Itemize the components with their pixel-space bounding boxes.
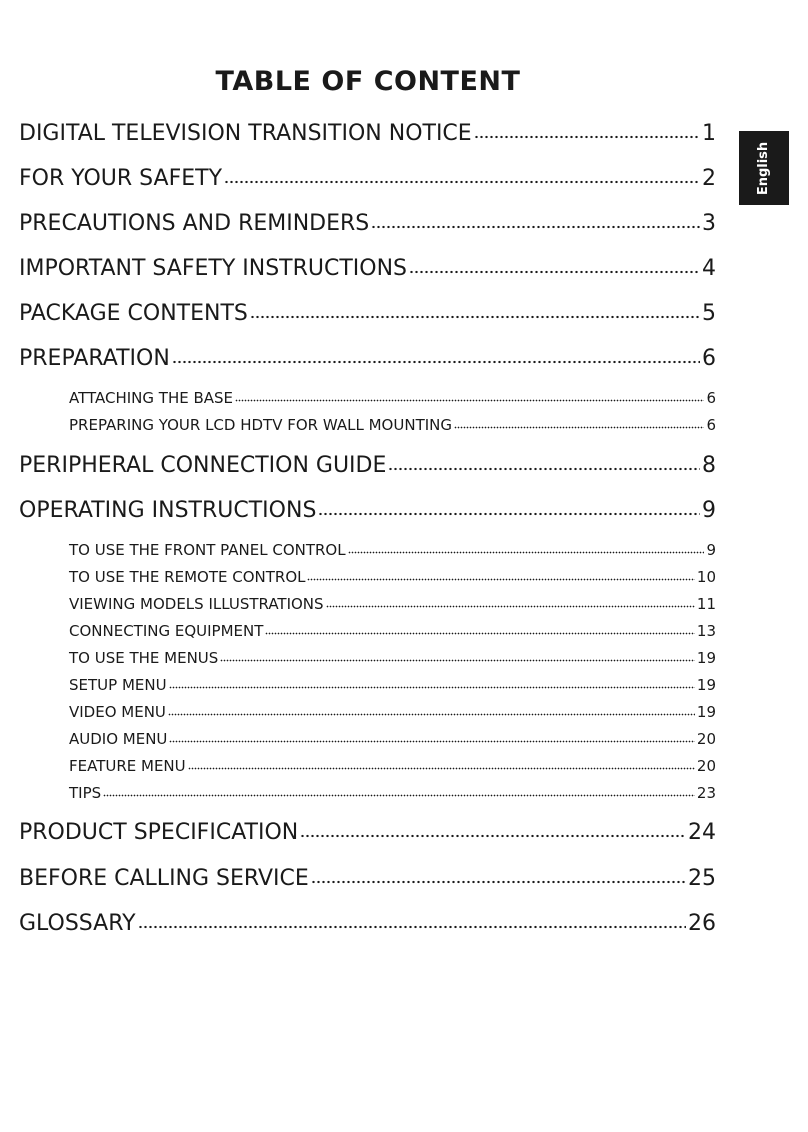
toc-entry-label: PREPARATION: [19, 346, 170, 371]
toc-entry-page: 19: [696, 703, 716, 721]
toc-entry-label: FOR YOUR SAFETY: [19, 166, 223, 191]
toc-entry-page: 11: [696, 595, 716, 613]
dot-leader: [348, 551, 705, 554]
toc-entry-page: 24: [688, 820, 716, 845]
toc-entry-page: 19: [696, 676, 716, 694]
dot-leader: [169, 686, 695, 689]
toc-entry-page: 3: [702, 211, 716, 236]
toc-subentry: [69, 541, 716, 561]
toc-entry-page: 23: [696, 784, 716, 802]
toc-entry-page: 20: [696, 757, 716, 775]
toc-entry-page: 6: [702, 346, 716, 371]
toc-subentry: [69, 703, 716, 723]
toc-entry-page: 9: [706, 541, 716, 559]
toc-entry-label: OPERATING INSTRUCTIONS: [19, 498, 317, 523]
toc-entry-label: PRODUCT SPECIFICATION: [19, 820, 299, 845]
toc-entry-page: 19: [696, 649, 716, 667]
dot-leader: [224, 180, 700, 184]
toc-entry-label: PRECAUTIONS AND REMINDERS: [19, 211, 370, 236]
dot-leader: [235, 399, 704, 402]
toc-subentry: [69, 568, 716, 588]
toc-entry: [19, 256, 716, 284]
toc-entry-label: PREPARING YOUR LCD HDTV FOR WALL MOUNTING: [69, 416, 452, 434]
page-title: TABLE OF CONTENT: [215, 66, 521, 97]
toc-entry-page: 9: [702, 498, 716, 523]
toc-entry-label: AUDIO MENU: [69, 730, 168, 748]
toc-entry: [19, 301, 716, 329]
dot-leader: [318, 512, 700, 516]
toc-subentry: [69, 649, 716, 669]
dot-leader: [474, 135, 700, 139]
toc-entry-page: 6: [706, 416, 716, 434]
toc-entry-label: PERIPHERAL CONNECTION GUIDE: [19, 453, 387, 478]
dot-leader: [371, 225, 700, 229]
toc-entry-label: SETUP MENU: [69, 676, 167, 694]
dot-leader: [103, 794, 695, 797]
toc-entry-page: 6: [706, 389, 716, 407]
dot-leader: [138, 925, 686, 929]
toc-subentry: [69, 416, 716, 436]
toc-entry: [19, 820, 716, 848]
dot-leader: [409, 270, 700, 274]
language-tab-label: English: [756, 141, 772, 195]
toc-entry: [19, 211, 716, 239]
dot-leader: [265, 632, 694, 635]
toc-entry-page: 13: [696, 622, 716, 640]
toc-entry: [19, 166, 716, 194]
toc-entry-label: FEATURE MENU: [69, 757, 186, 775]
toc-entry-label: CONNECTING EQUIPMENT: [69, 622, 264, 640]
toc-entry-label: DIGITAL TELEVISION TRANSITION NOTICE: [19, 121, 472, 146]
toc-entry-page: 1: [702, 121, 716, 146]
toc-entry-page: 20: [696, 730, 716, 748]
dot-leader: [220, 659, 695, 662]
toc-entry: [19, 346, 716, 374]
dot-leader: [454, 426, 704, 429]
toc-entry-label: TO USE THE FRONT PANEL CONTROL: [69, 541, 346, 559]
dot-leader: [300, 834, 686, 838]
toc-subentry: [69, 595, 716, 615]
toc-entry-page: 2: [702, 166, 716, 191]
toc-subentry: [69, 784, 716, 804]
toc-entry-page: 26: [688, 911, 716, 936]
toc-entry: [19, 121, 716, 149]
toc-subentry: [69, 676, 716, 696]
toc-subentry: [69, 622, 716, 642]
toc-entry: [19, 498, 716, 526]
toc-entry-page: 25: [688, 866, 716, 891]
toc-entry-page: 4: [702, 256, 716, 281]
toc-entry-label: TO USE THE REMOTE CONTROL: [69, 568, 306, 586]
toc-entry-label: VIEWING MODELS ILLUSTRATIONS: [69, 595, 324, 613]
toc-entry-page: 8: [702, 453, 716, 478]
dot-leader: [168, 713, 695, 716]
dot-leader: [169, 740, 694, 743]
toc-subentry: [69, 730, 716, 750]
toc-subentry: [69, 389, 716, 409]
dot-leader: [188, 767, 695, 770]
toc-entry-label: BEFORE CALLING SERVICE: [19, 866, 309, 891]
dot-leader: [250, 315, 700, 319]
toc-entry-label: VIDEO MENU: [69, 703, 166, 721]
toc-entry: [19, 911, 716, 939]
toc-entry-label: TIPS: [69, 784, 102, 802]
toc-entry-label: GLOSSARY: [19, 911, 136, 936]
dot-leader: [307, 578, 694, 581]
toc-entry-label: IMPORTANT SAFETY INSTRUCTIONS: [19, 256, 408, 281]
dot-leader: [311, 880, 686, 884]
toc-entry-page: 10: [696, 568, 716, 586]
dot-leader: [326, 605, 695, 608]
toc-subentry: [69, 757, 716, 777]
toc-entry: [19, 866, 716, 894]
dot-leader: [388, 467, 700, 471]
toc-entry-page: 5: [702, 301, 716, 326]
toc-entry-label: TO USE THE MENUS: [69, 649, 219, 667]
dot-leader: [172, 360, 700, 364]
toc-entry: [19, 453, 716, 481]
toc-entry-label: ATTACHING THE BASE: [69, 389, 234, 407]
toc-entry-label: PACKAGE CONTENTS: [19, 301, 248, 326]
